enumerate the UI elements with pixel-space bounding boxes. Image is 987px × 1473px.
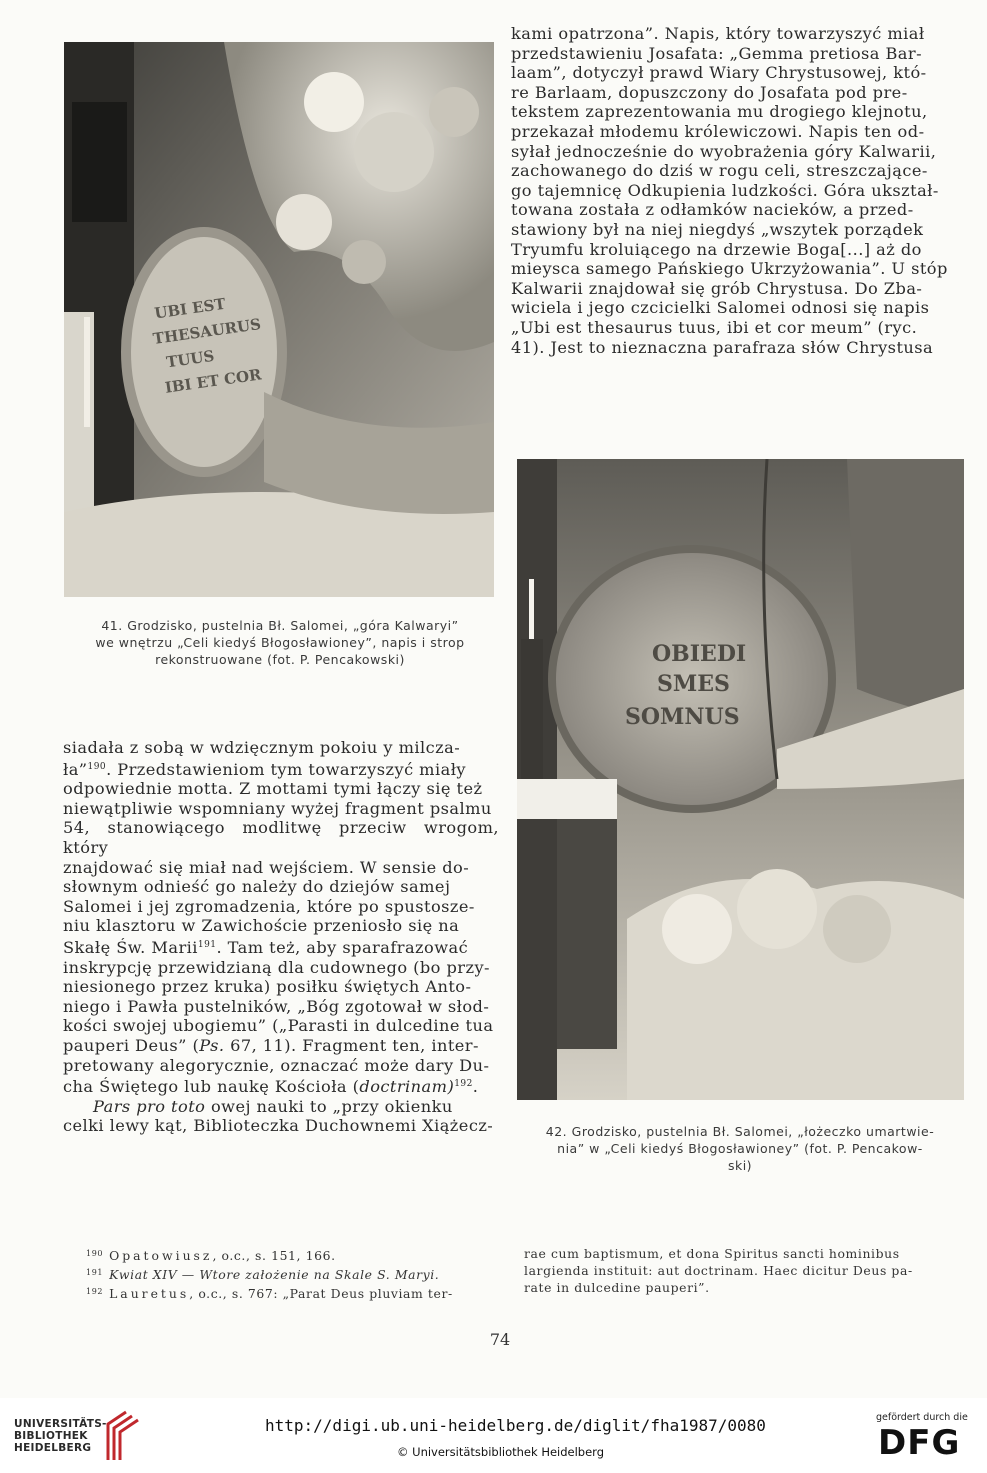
svg-text:UBI EST: UBI EST xyxy=(153,294,227,323)
footnote-line: rae cum baptismum, et dona Spiritus sancti hominibus xyxy=(524,1246,900,1261)
text-line: towana została z odłamków nacieków, a przed- xyxy=(511,200,914,220)
text-line xyxy=(63,1036,499,1056)
footnote-line: rate in dulcedine pauperi”. xyxy=(524,1280,710,1295)
text-line: mieysca samego Pańskiego Ukrzyżowania”. U stóp xyxy=(511,259,948,279)
library-line: UNIVERSITÄTS- xyxy=(14,1418,107,1430)
text-line: go tajemnicę Odkupienia ludzkości. Góra ukształ- xyxy=(511,180,939,200)
text-line: siadała z sobą w wdzięcznym pokoiu y milcza- xyxy=(63,738,461,757)
copyright-notice: © Universitätsbibliothek Heidelberg xyxy=(397,1445,605,1459)
left-column-text xyxy=(63,738,499,1136)
library-line: BIBLIOTHEK xyxy=(14,1430,88,1442)
figure-42-photo xyxy=(517,459,964,1100)
footnotes-right xyxy=(524,1245,964,1296)
caption-line: ski) xyxy=(727,1158,753,1173)
text-fragment-italic: doctrinam) xyxy=(359,1077,455,1097)
footnote-text: , o.c., s. 767: „Parat Deus pluviam ter- xyxy=(189,1286,453,1301)
footnote-ref: 191 xyxy=(197,939,217,950)
footnote xyxy=(86,1283,516,1302)
page-number: 74 xyxy=(489,1330,511,1349)
footnote-author: Lauretus xyxy=(109,1286,190,1301)
text-line: przedstawieniu Josafata: „Gemma pretiosa Bar- xyxy=(511,43,923,63)
text-line: 54, stanowiącego modlitwę przeciw wrogom, który xyxy=(63,818,499,857)
text-fragment-italic: Ps. xyxy=(199,1035,225,1055)
text-fragment: ła” xyxy=(63,759,88,779)
footnote xyxy=(86,1245,516,1264)
text-line: Tryumfu kroluiącego na drzewie Boga[...] aż do xyxy=(511,239,922,259)
text-line: przekazał młodemu królewiczowi. Napis ten od- xyxy=(511,121,925,141)
text-line: wiciela i jego czcicielki Salomei odnosi się napis xyxy=(511,298,930,318)
text-line: odpowiednie motta. Z mottami tymi łączy się też xyxy=(63,779,483,799)
text-fragment: . Przedstawieniom tym towarzyszyć miały xyxy=(106,759,467,779)
inscription-line: OBIEDI xyxy=(652,641,747,667)
footnote-ref: 190 xyxy=(87,761,107,772)
footnotes-left xyxy=(86,1245,516,1302)
text-line xyxy=(63,1097,499,1117)
text-line: niesionego przez kruka) posiłku świętych Anto- xyxy=(63,977,472,997)
text-line: tekstem zaprezentowania mu drogiego klejnotu, xyxy=(511,102,928,122)
figure-42-caption xyxy=(515,1123,965,1174)
text-line xyxy=(63,1075,499,1097)
text-line: Salomei i jej zgromadzenia, które po spustosze- xyxy=(63,896,475,916)
footnote-number: 190 xyxy=(86,1249,104,1258)
text-line: kami opatrzona”. Napis, który towarzyszyć miał xyxy=(511,24,925,43)
svg-text:IBI ET COR: IBI ET COR xyxy=(163,365,263,397)
text-fragment: 67, 11). Fragment ten, inter- xyxy=(224,1035,479,1055)
footnote-author: Opatowiusz xyxy=(109,1248,213,1263)
library-line: HEIDELBERG xyxy=(14,1442,92,1454)
footer-bar xyxy=(0,1398,987,1473)
inscription-line: SMES xyxy=(657,671,730,697)
text-line: słownym odnieść go należy do dziejów samej xyxy=(63,877,451,897)
footnote-ref: 192 xyxy=(454,1079,473,1090)
text-line: celki lewy kąt, Biblioteczka Duchownemi Xiążecz- xyxy=(63,1116,494,1136)
text-line: syłał jednocześnie do wyobrażenia góry Kalwarii, xyxy=(511,141,937,161)
text-line: niego i Pawła pustelników, „Bóg zgotował w słod- xyxy=(63,996,490,1016)
text-line: znajdować się miał nad wejściem. W sensie do- xyxy=(63,857,470,877)
text-line: Kalwarii znajdował się grób Chrystusa. Do Zba- xyxy=(511,278,923,298)
footnote-text: , o.c., s. 151, 166. xyxy=(212,1248,336,1263)
caption-line: 41. Grodzisko, pustelnia Bł. Salomei, „góra Kalwaryi” xyxy=(101,618,459,633)
dfg-logo: DFG xyxy=(878,1423,961,1463)
text-line: pretowany alegorycznie, oznaczać może dary Du- xyxy=(63,1055,490,1075)
text-line: zachowanego do dziś w rogu celi, streszczające- xyxy=(511,161,928,181)
text-line: stawiony był na niej niegdyś „wszytek porządek xyxy=(511,219,924,239)
footnote-number: 191 xyxy=(86,1268,104,1277)
text-fragment: . xyxy=(472,1077,479,1097)
inscription-line: SOMNUS xyxy=(625,704,740,730)
permalink-url[interactable]: http://digi.ub.uni-heidelberg.de/diglit/fha1987/0080 xyxy=(265,1416,766,1435)
text-fragment-italic: Pars pro toto xyxy=(93,1096,206,1116)
text-line: niu klasztoru w Zawichoście przeniosło się na xyxy=(63,916,460,936)
caption-line: rekonstruowane (fot. P. Pencakowski) xyxy=(155,652,405,667)
text-line: niewątpliwie wspomniany wyżej fragment psalmu xyxy=(63,798,492,818)
caption-line: 42. Grodzisko, pustelnia Bł. Salomei, „łożeczko umartwie- xyxy=(545,1124,935,1139)
text-line: kości swojej ubogiemu” („Parasti in dulcedine tua xyxy=(63,1016,494,1036)
funding-label: gefördert durch die xyxy=(876,1412,968,1423)
caption-line: we wnętrzu „Celi kiedyś Błogosławioney”, napis i strop xyxy=(95,635,465,650)
text-line xyxy=(63,936,499,958)
footnote xyxy=(86,1264,516,1283)
footnote-number: 192 xyxy=(86,1287,104,1296)
text-line: 41). Jest to nieznaczna parafraza słów Chrystusa xyxy=(511,337,934,357)
right-column-text xyxy=(511,24,955,357)
text-line: „Ubi est thesaurus tuus, ibi et cor meum” (ryc. xyxy=(511,317,918,337)
svg-text:TUUS: TUUS xyxy=(165,346,216,372)
figure-41-photo xyxy=(64,42,494,597)
text-line xyxy=(63,758,499,780)
text-line: laam”, dotyczył prawd Wiary Chrystusowej, któ- xyxy=(511,63,927,83)
library-logo-icon xyxy=(104,1410,140,1462)
text-line: re Barlaam, dopuszczony do Josafata pod pre- xyxy=(511,82,908,102)
footnote-text: Kwiat XIV — Wtore założenie na Skale S. Maryi. xyxy=(109,1267,440,1282)
text-fragment: cha Świętego lub naukę Kościoła ( xyxy=(63,1077,360,1097)
text-fragment: . Tam też, aby sparafrazować xyxy=(216,937,469,957)
figure-41-caption xyxy=(60,617,500,668)
text-fragment: owej nauki to „przy okienku xyxy=(205,1096,453,1116)
svg-text:THESAURUS: THESAURUS xyxy=(151,315,262,348)
text-fragment: pauperi Deus” ( xyxy=(63,1035,200,1055)
text-line: inskrypcję przewidzianą dla cudownego (bo przy- xyxy=(63,957,490,977)
footnote-line: largienda instituit: aut doctrinam. Haec dicitur Deus pa- xyxy=(524,1263,913,1278)
text-fragment: Skałę Św. Marii xyxy=(63,937,198,957)
caption-line: nia” w „Celi kiedyś Błogosławioney” (fot. P. Pencakow- xyxy=(557,1141,923,1156)
